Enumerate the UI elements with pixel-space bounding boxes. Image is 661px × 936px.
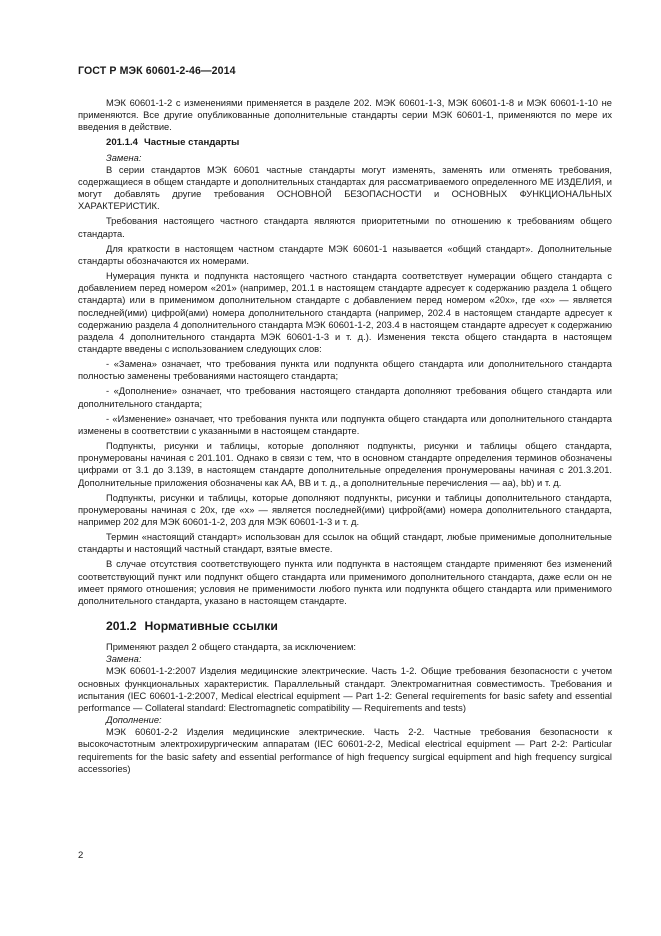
paragraph: Применяют раздел 2 общего стандарта, за исключением:	[106, 642, 356, 653]
paragraph: Нумерация пункта и подпункта настоящего частного стандарта соответствует нумерации общего стандарта с добавлением перед номером «201» (например, 201.1 в настоящем стандарте адресует к содержанию раздела 1 общего стандарта) или в применимом дополнительном стандарте с добавлением перед номером «20х», где «х» — является последней(ими) цифрой(ами) номера дополнительного стандарта (например, 202.4 в настоящем стандарте адресует к содержанию раздела 4 дополнительного стандарта МЭК 60601-1-2, 203.4 в настоящем стандарте адресует к содержанию раздела 4 дополнительного стандарта МЭК 60601-1-3 и т. д.). Изменения текста общего стандарта в настоящем стандарте введены с использованием следующих слов:	[78, 271, 612, 354]
paragraph: Для краткости в настоящем частном стандарте МЭК 60601-1 называется «общий стандарт». Дополнительные стандарты обозначаются их номерами.	[78, 243, 612, 266]
paragraph: Подпункты, рисунки и таблицы, которые дополняют подпункты, рисунки и таблицы дополнительного стандарта, пронумерованы начиная с 20х, где «х» — является последней(ими) цифрой(ами) номера дополнительного стандарта, например 202 для МЭК 60601-1-2, 203 для МЭК 60601-1-3 и т. д.	[78, 492, 612, 527]
paragraph: Термин «настоящий стандарт» использован для ссылок на общий стандарт, любые применимые дополнительные стандарты и настоящий частный стандарт, взятые вместе.	[78, 532, 612, 555]
list-item: - «Изменение» означает, что требования пункта или подпункта общего стандарта или дополнительного стандарта изменены в соответствии с указанными в настоящем стандарте.	[78, 413, 612, 436]
paragraph: МЭК 60601-1-2:2007 Изделия медицинские электрические. Часть 1-2. Общие требования безопасности с учетом основных функциональных характеристик. Параллельный стандарт. Электромагнитная совместимость. Требования и испытания (IEC 60601-1-2:2007, Medical electrical equipment — Part 1-2: General requirements for basic safety and essential performance — Collateral standard: Electromagnetic compatibility — Requirements and tests)	[78, 666, 612, 713]
section-heading-201-1-4	[106, 137, 612, 149]
paragraph: В случае отсутствия соответствующего пункта или подпункта в настоящем стандарте применяют без изменений соответствующий пункт или подпункт общего стандарта или применимого дополнительного стандарта, даже если он не имеет прямого отношения; условия не применимости любого пункта или подпункта общего стандарта или применимого дополнительного стандарта, указано в настоящем стандарте.	[78, 559, 612, 606]
document-header: ГОСТ Р МЭК 60601-2-46—2014	[78, 65, 236, 77]
document-body	[78, 97, 612, 775]
paragraph: МЭК 60601-2-2 Изделия медицинские электрические. Часть 2-2. Частные требования безопасности к высокочастотным электрохирургическим аппаратам (IEC 60601-2-2, Medical electrical equipment — Part 2-2: Particular requirements for the basic safety and essential performance of high frequency surgical equipment and high frequency surgical accessories)	[78, 727, 612, 774]
list-item: - «Замена» означает, что требования пункта или подпункта общего стандарта или дополнительного стандарта полностью заменены требованиями настоящего стандарта;	[78, 359, 612, 382]
paragraph: В серии стандартов МЭК 60601 частные стандарты могут изменять, заменять или отменять требования, содержащиеся в общем стандарте и дополнительных стандартах для рассматриваемого определенного МЕ ИЗДЕЛИЯ, и могут добавлять другие требования ОСНОВНОЙ БЕЗОПАСНОСТИ и ОСНОВНЫХ ФУНКЦИОНАЛЬНЫХ ХАРАКТЕРИСТИК.	[78, 164, 612, 212]
list-item: - «Дополнение» означает, что требования настоящего стандарта дополняют требования общего стандарта или дополнительного стандарта;	[78, 386, 612, 409]
paragraph: Требования настоящего частного стандарта являются приоритетными по отношению к требованиям общего стандарта.	[78, 216, 612, 239]
section-title: Частные стандарты	[144, 137, 240, 149]
intro-paragraph: МЭК 60601-1-2 с изменениями применяется в разделе 202. МЭК 60601-1-3, МЭК 60601-1-8 и МЭК 60601-1-10 не применяются. Все другие опубликованные дополнительные стандарты серии МЭК 60601-1, применяются по мере их введения в действие.	[78, 98, 612, 133]
paragraph: Подпункты, рисунки и таблицы, которые дополняют подпункты, рисунки и таблицы общего стандарта, пронумерованы начиная с 201.101. Однако в связи с тем, что в основном стандарте определения терминов обозначены цифрами от 3.1 до 3.139, в настоящем стандарте дополнительные определения пронумерованы начиная с 201.3.201. Дополнительные приложения обозначены как АА, ВВ и т. д., а дополнительные перечисления — аа), bb) и т. д.	[78, 441, 612, 488]
replace-label: Замена:	[106, 654, 142, 665]
section-number: 201.2	[106, 619, 137, 634]
section-title: Нормативные ссылки	[144, 619, 278, 634]
replace-label: Замена:	[106, 152, 142, 163]
page-number: 2	[78, 850, 84, 861]
section-number: 201.1.4	[106, 137, 139, 149]
addition-label: Дополнение:	[106, 715, 162, 726]
section-heading-201-2	[106, 619, 612, 633]
